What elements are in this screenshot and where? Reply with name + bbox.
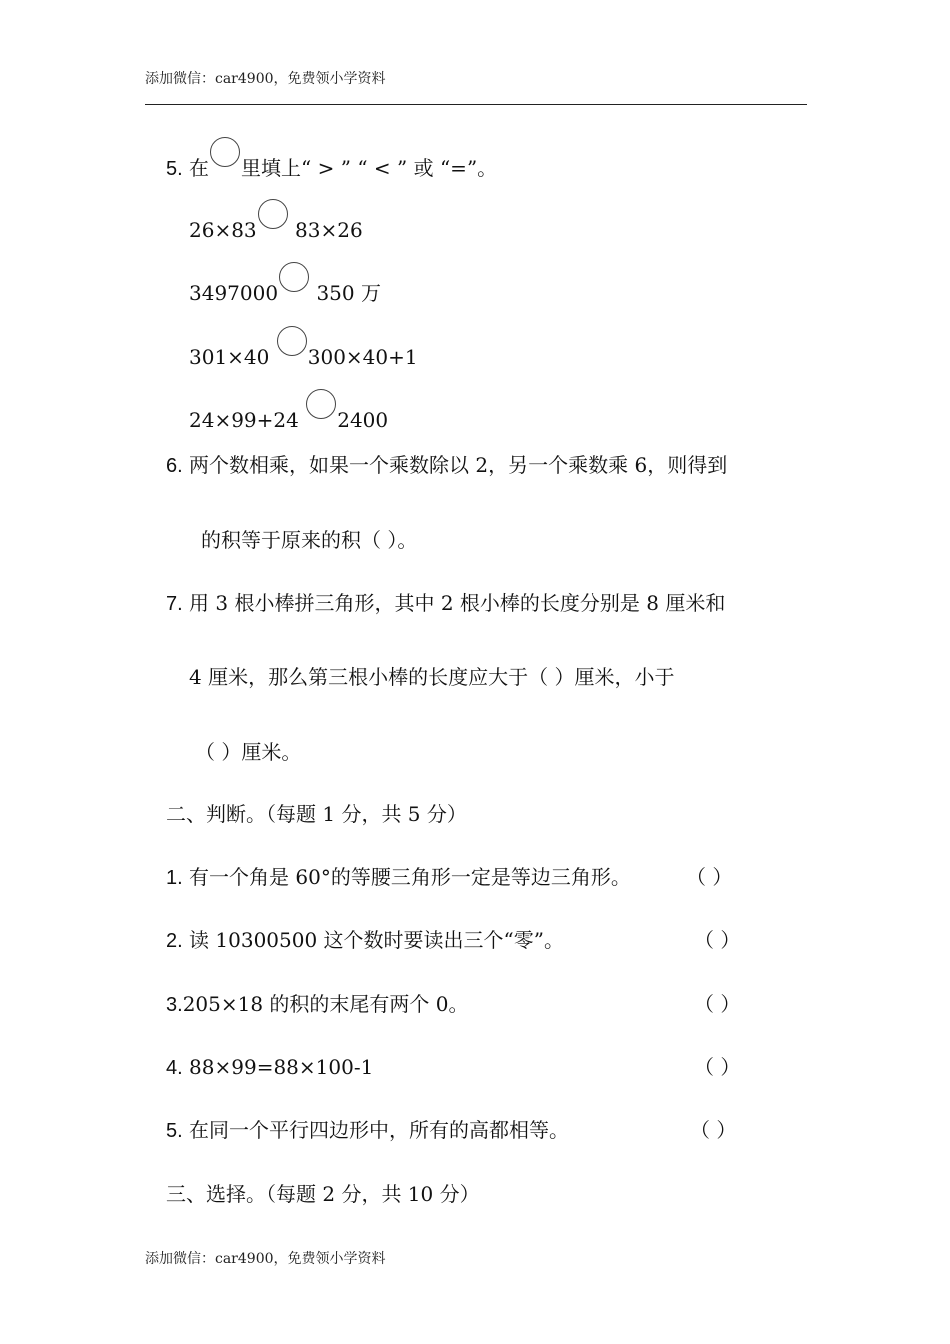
- judge-item-3: [166, 990, 469, 1019]
- question-7-line-3: （ ）厘米。: [195, 740, 302, 764]
- compare-circle-icon[interactable]: [306, 389, 336, 419]
- judge-item-2-number: 2.: [166, 930, 183, 952]
- question-5-number: 5.: [166, 158, 183, 180]
- compare-circle-icon[interactable]: [277, 326, 307, 356]
- section-3-title: 三、选择。（每题 2 分，共 10 分）: [166, 1182, 480, 1206]
- question-6-line-2: 的积等于原来的积（ ）。: [201, 528, 418, 552]
- judge-item-1-text: 有一个角是 60°的等腰三角形一定是等边三角形。: [189, 865, 631, 889]
- judge-item-1-answer[interactable]: （ ）: [686, 865, 733, 889]
- compare-row-3: [189, 326, 418, 371]
- page-footer: 添加微信：car4900，免费领小学资料: [145, 1251, 386, 1267]
- judge-item-1: [166, 863, 631, 892]
- question-7-text-1: 用 3 根小棒拼三角形，其中 2 根小棒的长度分别是 8 厘米和: [189, 591, 726, 615]
- question-7-number: 7.: [166, 593, 183, 615]
- judge-item-2: [166, 926, 564, 955]
- question-5-pre: 在: [189, 156, 210, 180]
- judge-item-3-answer[interactable]: （ ）: [694, 992, 741, 1016]
- question-6-text-1: 两个数相乘，如果一个乘数除以 2，另一个乘数乘 6，则得到: [189, 453, 728, 477]
- compare-row-4-right: 2400: [337, 408, 389, 432]
- page-header: 添加微信：car4900，免费领小学资料: [145, 71, 386, 87]
- judge-item-2-text: 读 10300500 这个数时要读出三个“零”。: [189, 928, 565, 952]
- judge-item-5-text: 在同一个平行四边形中，所有的高都相等。: [189, 1118, 570, 1142]
- section-2-title: 二、判断。（每题 1 分，共 5 分）: [166, 802, 467, 826]
- question-5: [166, 137, 497, 183]
- compare-row-2: [189, 262, 381, 307]
- judge-item-4-text: 88×99=88×100-1: [189, 1055, 374, 1079]
- judge-item-4-answer[interactable]: （ ）: [694, 1055, 741, 1079]
- compare-circle-icon[interactable]: [258, 199, 288, 229]
- compare-row-3-left: 301×40: [189, 345, 270, 369]
- judge-item-3-text: 205×18 的积的末尾有两个 0。: [182, 992, 469, 1016]
- compare-row-3-right: 300×40+1: [307, 345, 418, 369]
- judge-item-4-number: 4.: [166, 1057, 183, 1079]
- judge-item-5-answer[interactable]: （ ）: [690, 1118, 737, 1142]
- compare-row-1: [189, 199, 363, 244]
- question-6-line-1: [166, 451, 727, 480]
- question-6-number: 6.: [166, 455, 183, 477]
- compare-row-4-left: 24×99+24: [189, 408, 299, 432]
- judge-item-3-number: 3.: [166, 994, 183, 1016]
- header-divider: [145, 104, 807, 105]
- question-7-line-2: 4 厘米，那么第三根小棒的长度应大于（ ）厘米，小于: [189, 665, 675, 689]
- judge-item-5-number: 5.: [166, 1120, 183, 1142]
- compare-circle-icon: [210, 137, 240, 167]
- judge-item-5: [166, 1116, 569, 1145]
- judge-item-4: [166, 1053, 373, 1082]
- question-7-line-1: [166, 589, 725, 618]
- compare-row-2-right: 350 万: [316, 281, 381, 305]
- compare-circle-icon[interactable]: [279, 262, 309, 292]
- judge-item-1-number: 1.: [166, 867, 183, 889]
- compare-row-4: [189, 389, 388, 434]
- compare-row-1-left: 26×83: [189, 218, 257, 242]
- judge-item-2-answer[interactable]: （ ）: [694, 928, 741, 952]
- compare-row-1-right: 83×26: [295, 218, 363, 242]
- question-5-instruction: 里填上“ > ” “ < ” 或 “=”。: [241, 156, 498, 180]
- compare-row-2-left: 3497000: [189, 281, 279, 305]
